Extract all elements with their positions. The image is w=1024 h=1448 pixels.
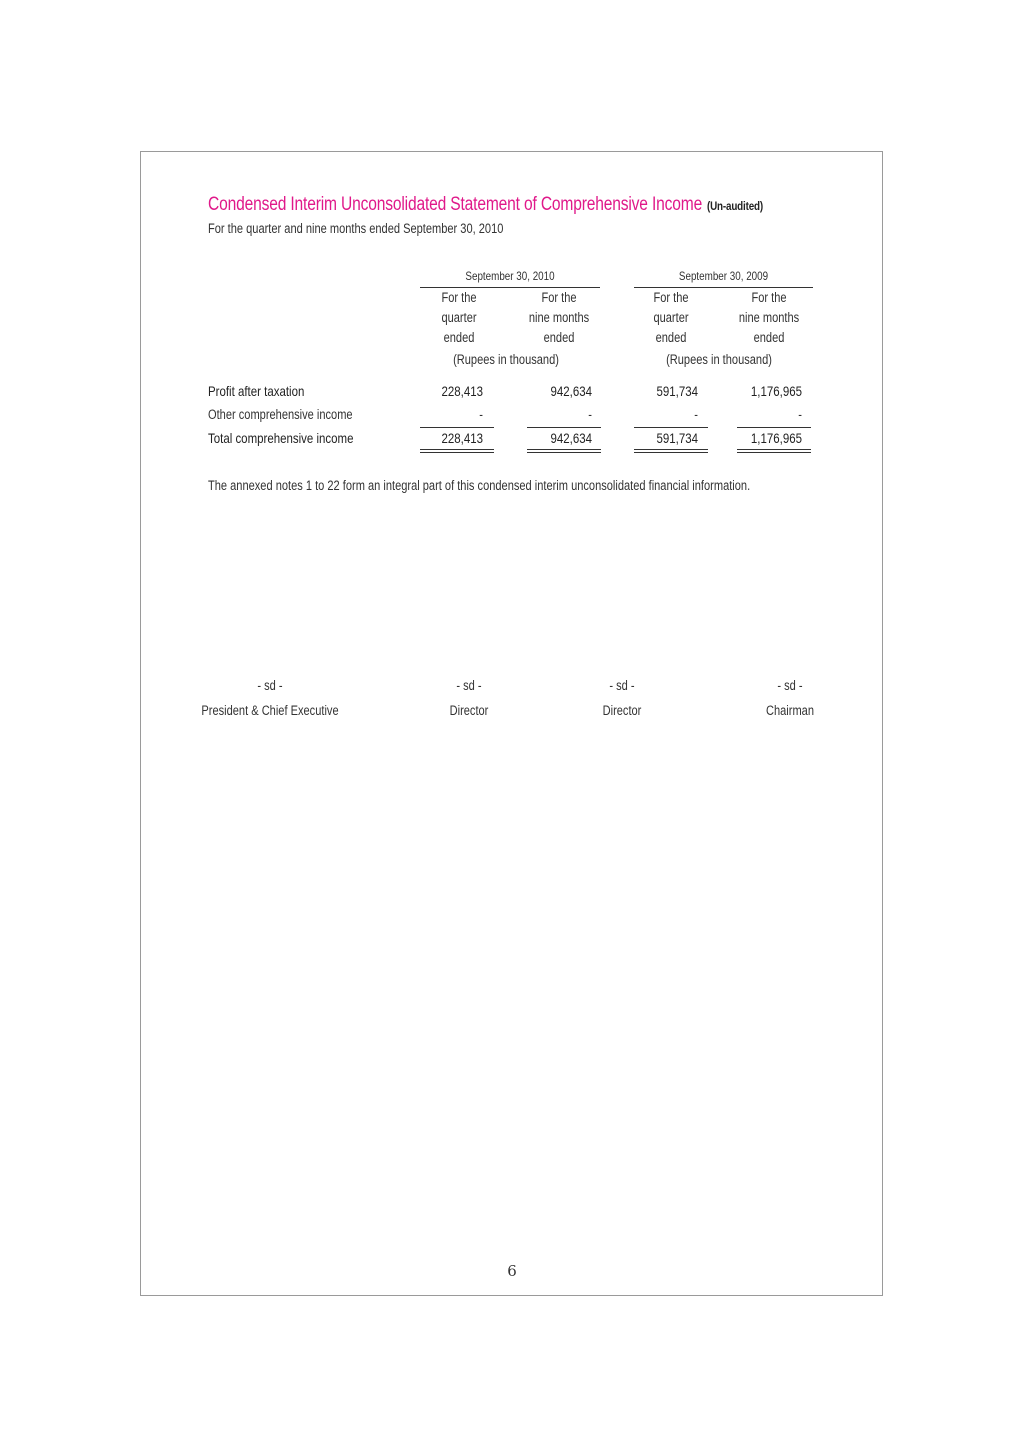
unaudited-label: (Un-audited) bbox=[706, 199, 763, 213]
column-header-line: ended bbox=[543, 330, 575, 345]
total-double-rule bbox=[527, 449, 601, 450]
column-header-2010-nine-months bbox=[522, 288, 596, 348]
signature-mark: - sd - bbox=[609, 678, 635, 693]
column-header-line: For the bbox=[541, 290, 577, 305]
signature-mark: - sd - bbox=[777, 678, 803, 693]
column-header-line: For the bbox=[751, 290, 787, 305]
value-cell: 591,734 bbox=[656, 383, 698, 399]
column-header-2010-quarter bbox=[422, 288, 496, 348]
total-double-rule bbox=[420, 452, 494, 453]
column-header-line: ended bbox=[753, 330, 785, 345]
value-cell: 228,413 bbox=[441, 430, 483, 446]
page-number: 6 bbox=[507, 1262, 517, 1280]
subtotal-rule bbox=[634, 427, 708, 428]
signatory-title-director: Director bbox=[602, 703, 642, 718]
value-cell: - bbox=[798, 407, 802, 422]
subtotal-rule bbox=[420, 427, 494, 428]
row-label-other-comprehensive-income: Other comprehensive income bbox=[208, 407, 353, 422]
column-header-line: For the bbox=[653, 290, 689, 305]
signature-mark: - sd - bbox=[257, 678, 283, 693]
column-header-line: quarter bbox=[441, 310, 477, 325]
value-cell: 942,634 bbox=[550, 430, 592, 446]
unit-label-2010: (Rupees in thousand) bbox=[453, 352, 559, 367]
signature-mark: - sd - bbox=[456, 678, 482, 693]
subtotal-rule bbox=[527, 427, 601, 428]
signatory-title-director: Director bbox=[449, 703, 489, 718]
row-label-profit-after-taxation: Profit after taxation bbox=[208, 383, 305, 399]
column-header-2009-nine-months bbox=[732, 288, 806, 348]
column-header-2009-quarter bbox=[634, 288, 708, 348]
value-cell: 228,413 bbox=[441, 383, 483, 399]
total-double-rule bbox=[527, 452, 601, 453]
unit-label-2009: (Rupees in thousand) bbox=[666, 352, 772, 367]
statement-title bbox=[208, 194, 763, 216]
statement-subtitle: For the quarter and nine months ended September 30, 2010 bbox=[208, 221, 504, 236]
title-text: Condensed Interim Unconsolidated Statement of Comprehensive Income bbox=[208, 194, 703, 215]
value-cell: - bbox=[588, 407, 592, 422]
value-cell: 942,634 bbox=[550, 383, 592, 399]
value-cell: 1,176,965 bbox=[750, 383, 802, 399]
column-header-line: quarter bbox=[653, 310, 689, 325]
value-cell: - bbox=[694, 407, 698, 422]
total-double-rule bbox=[737, 452, 811, 453]
total-double-rule bbox=[634, 449, 708, 450]
period-header-2009: September 30, 2009 bbox=[678, 269, 769, 283]
period-header-2010: September 30, 2010 bbox=[465, 269, 555, 283]
annexed-notes-statement: The annexed notes 1 to 22 form an integral part of this condensed interim unconsolidated financial information. bbox=[208, 478, 751, 493]
column-header-line: nine months bbox=[738, 310, 800, 325]
column-header-line: For the bbox=[441, 290, 477, 305]
signatory-title-chairman: Chairman bbox=[766, 703, 814, 718]
value-cell: 1,176,965 bbox=[750, 430, 802, 446]
column-header-line: ended bbox=[443, 330, 475, 345]
signatory-title-president: President & Chief Executive bbox=[201, 703, 339, 718]
row-label-total-comprehensive-income: Total comprehensive income bbox=[208, 430, 354, 446]
column-header-line: nine months bbox=[528, 310, 590, 325]
total-double-rule bbox=[634, 452, 708, 453]
column-header-line: ended bbox=[655, 330, 687, 345]
value-cell: 591,734 bbox=[656, 430, 698, 446]
total-double-rule bbox=[420, 449, 494, 450]
subtotal-rule bbox=[737, 427, 811, 428]
total-double-rule bbox=[737, 449, 811, 450]
value-cell: - bbox=[479, 407, 483, 422]
